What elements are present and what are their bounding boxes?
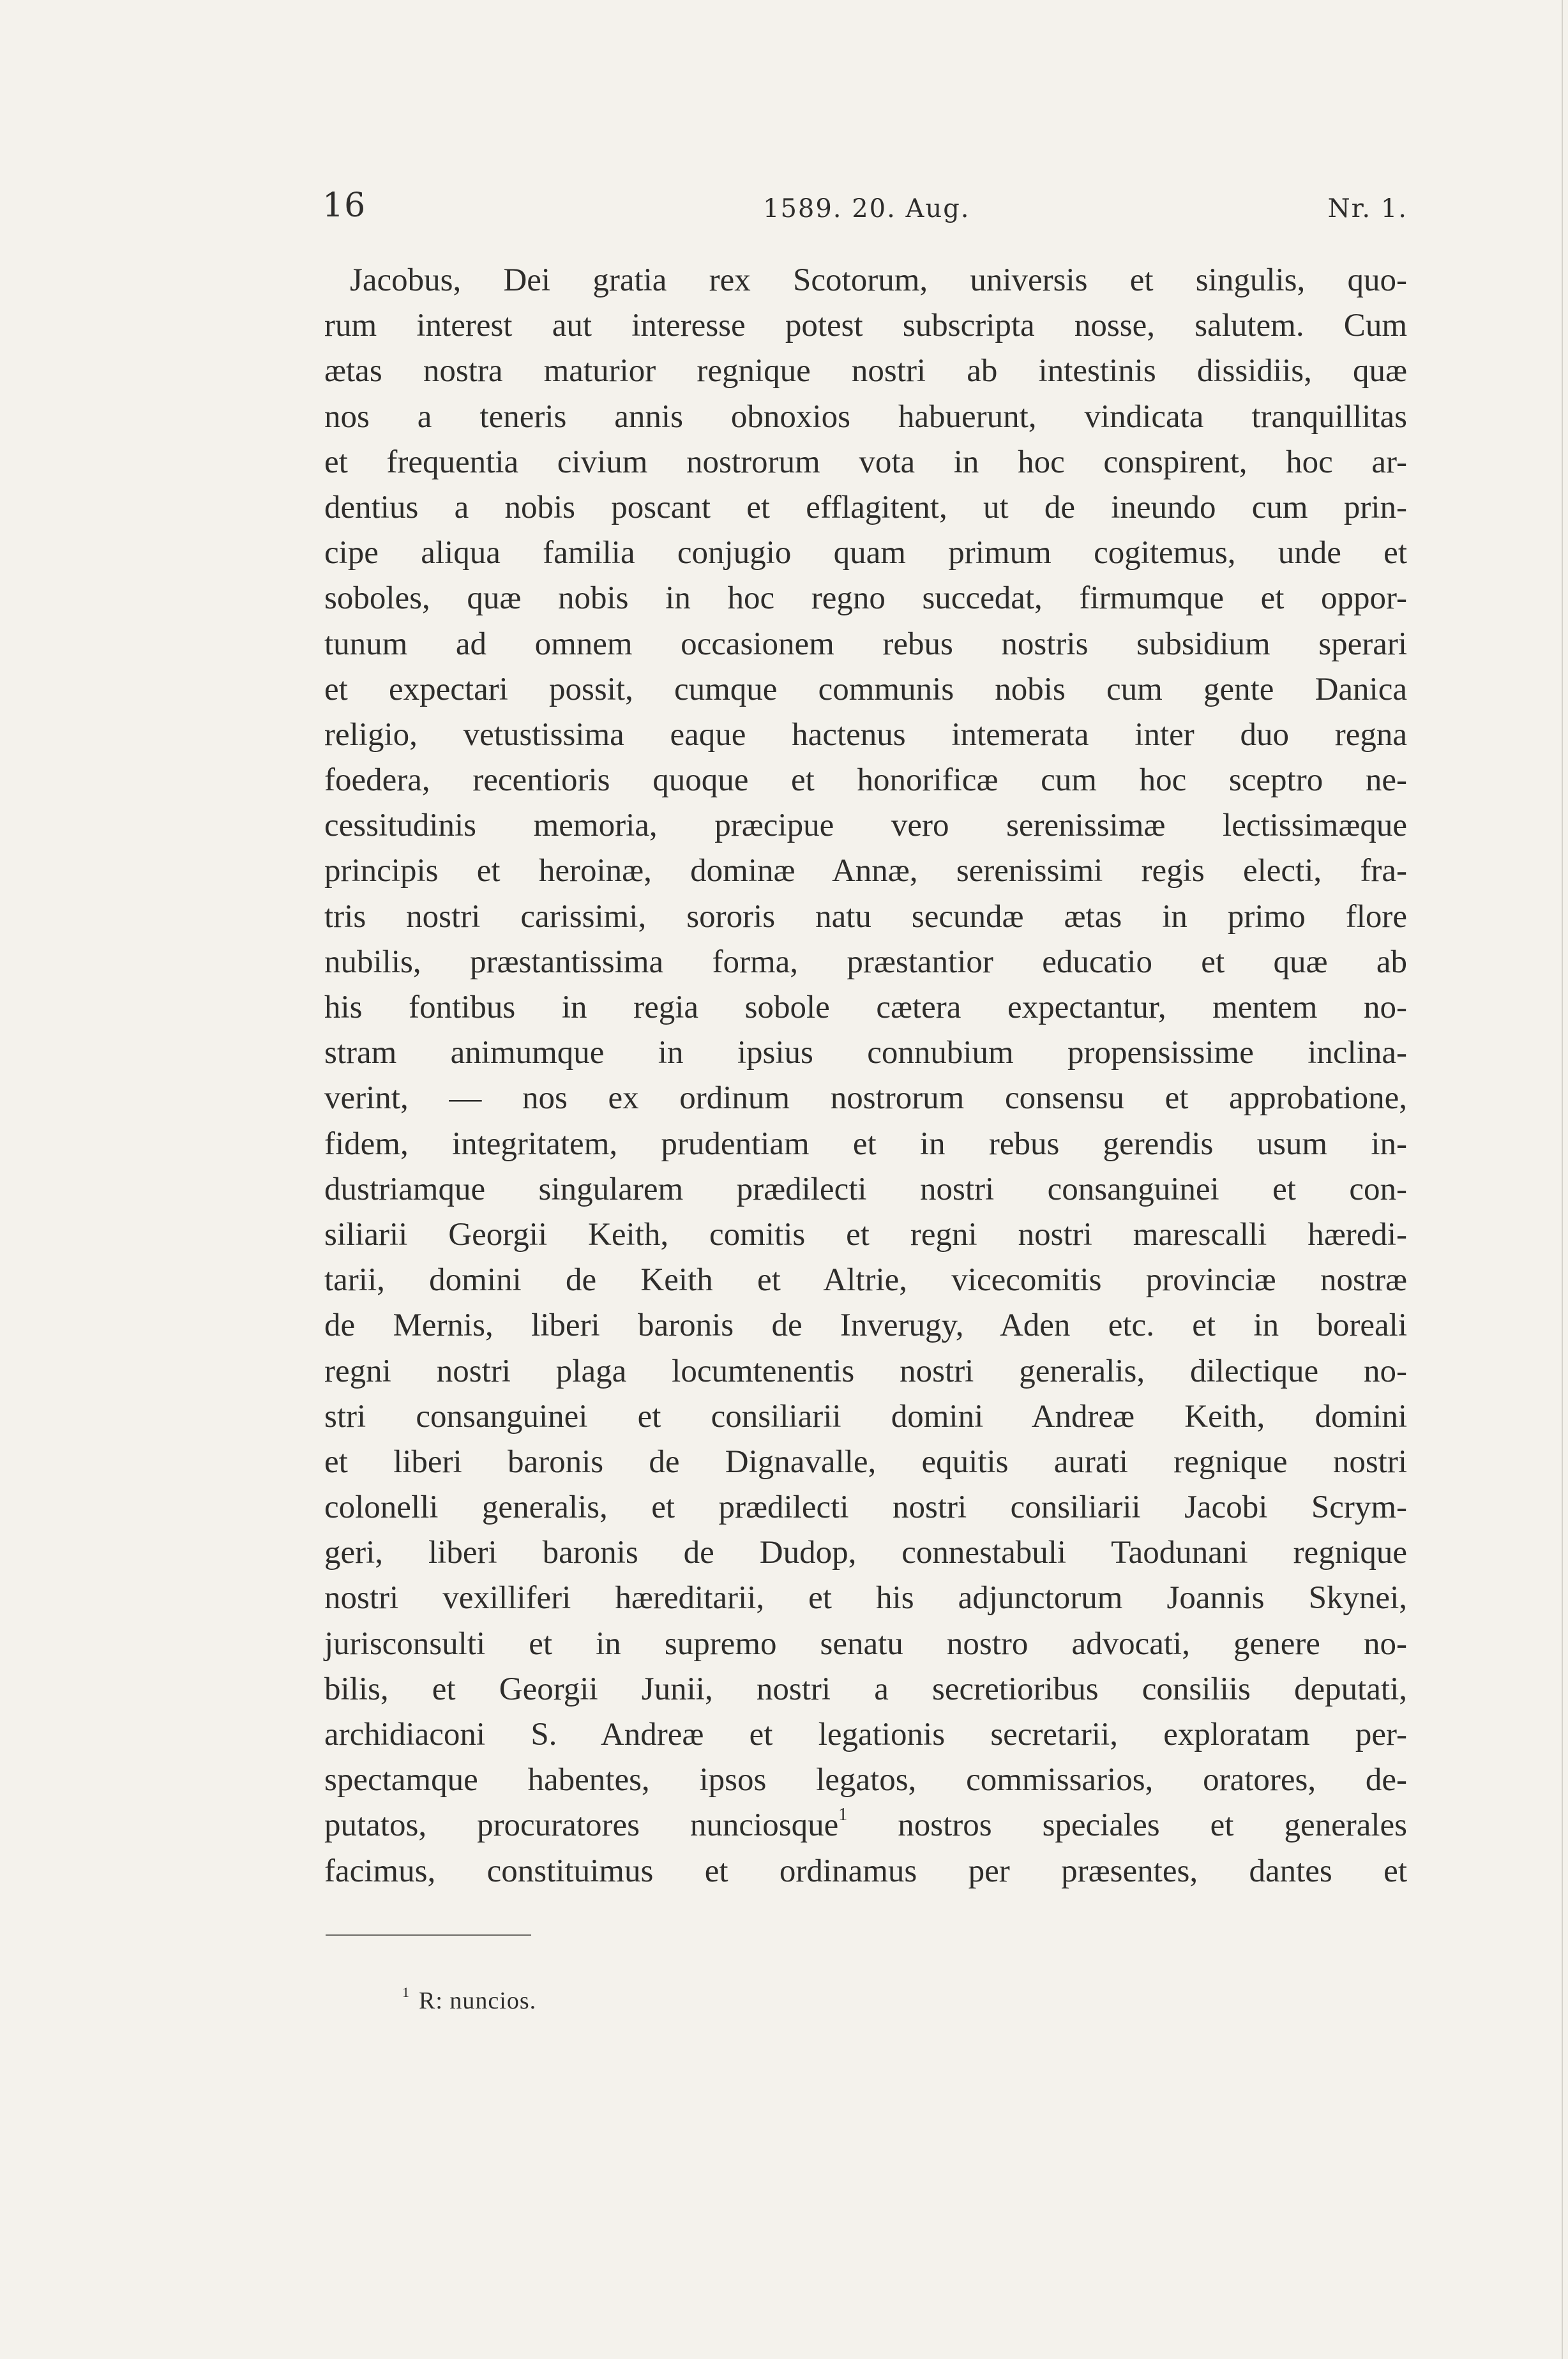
text-line: colonelli generalis, et prædilecti nostri consiliarii Jacobi Scrym- <box>324 1489 1407 1526</box>
text-line: tris nostri carissimi, sororis natu secundæ ætas in primo flore <box>324 898 1407 935</box>
text-line: Jacobus, Dei gratia rex Scotorum, universis et singulis, quo- <box>350 262 1407 298</box>
text-line: et expectari possit, cumque communis nobis cum gente Danica <box>324 671 1407 707</box>
text-line: de Mernis, liberi baronis de Inverugy, Aden etc. et in boreali <box>324 1308 1407 1344</box>
document-date: 1589. 20. Aug. <box>763 194 970 223</box>
text-line: nos a teneris annis obnoxios habuerunt, vindicata tranquillitas <box>324 398 1407 435</box>
body-text <box>324 258 1407 1894</box>
text-line: tarii, domini de Keith et Altrie, vicecomitis provinciæ nostræ <box>324 1262 1407 1299</box>
text-line: regni nostri plaga locumtenentis nostri generalis, dilectique no- <box>324 1353 1407 1389</box>
footnote-mark: 1 <box>402 1984 410 2000</box>
text-line: et frequentia civium nostrorum vota in hoc conspirent, hoc ar- <box>324 444 1407 480</box>
text-line: stri consanguinei et consiliarii domini Andreæ Keith, domini <box>324 1398 1407 1435</box>
text-line: spectamque habentes, ipsos legatos, commissarios, oratores, de- <box>324 1762 1407 1798</box>
text-line: geri, liberi baronis de Dudop, connestabuli Taodunani regnique <box>324 1535 1407 1571</box>
text-line: bilis, et Georgii Junii, nostri a secretioribus consiliis deputati, <box>324 1671 1407 1707</box>
footnote-divider <box>326 1934 531 1936</box>
text-line: dustriamque singularem prædilecti nostri consanguinei et con- <box>324 1171 1407 1207</box>
document-number: Nr. 1. <box>1327 194 1408 223</box>
text-line: his fontibus in regia sobole cætera expectantur, mentem no- <box>324 990 1407 1025</box>
text-line: dentius a nobis poscant et efflagitent, ut de ineundo cum prin- <box>324 489 1407 525</box>
text-line: ætas nostra maturior regnique nostri ab intestinis dissidiis, quæ <box>324 353 1407 389</box>
text-line: religio, vetustissima eaque hactenus intemerata inter duo regna <box>324 716 1407 753</box>
text-line: siliarii Georgii Keith, comitis et regni nostri marescalli hæredi- <box>324 1216 1407 1253</box>
text-line: archidiaconi S. Andreæ et legationis secretarii, exploratam per- <box>324 1717 1407 1752</box>
footnote-text: R: nuncios. <box>419 1987 537 2014</box>
text-line-with-footnote <box>324 1803 1407 1848</box>
text-line: et liberi baronis de Dignavalle, equitis aurati regnique nostri <box>324 1443 1407 1480</box>
text-line: rum interest aut interesse potest subscripta nosse, salutem. Cum <box>324 308 1407 344</box>
text-line: cipe aliqua familia conjugio quam primum cogitemus, unde et <box>324 535 1407 571</box>
page-number: 16 <box>322 186 366 225</box>
text-line: facimus, constituimus et ordinamus per præsentes, dantes et <box>324 1853 1407 1889</box>
text-line: jurisconsulti et in supremo senatu nostro advocati, genere no- <box>324 1625 1407 1662</box>
text-line: soboles, quæ nobis in hoc regno succedat, firmumque et oppor- <box>324 580 1407 617</box>
text-line: foedera, recentioris quoque et honorificæ cum hoc sceptro ne- <box>324 762 1407 799</box>
text-segment: nostros speciales et generales <box>847 1807 1407 1844</box>
text-line: principis et heroinæ, dominæ Annæ, serenissimi regis electi, fra- <box>324 853 1407 889</box>
footnote <box>402 1984 537 2015</box>
text-line: tunum ad omnem occasionem rebus nostris subsidium sperari <box>324 626 1407 662</box>
text-line: stram animumque in ipsius connubium propensissime inclina- <box>324 1035 1407 1071</box>
footnote-reference[interactable]: 1 <box>838 1805 848 1825</box>
text-line: nostri vexilliferi hæreditarii, et his adjunctorum Joannis Skynei, <box>324 1580 1407 1617</box>
running-header <box>322 186 1408 231</box>
text-line: fidem, integritatem, prudentiam et in rebus gerendis usum in- <box>324 1126 1407 1162</box>
text-line: verint, — nos ex ordinum nostrorum consensu et approbatione, <box>324 1080 1407 1117</box>
text-segment: putatos, procuratores nunciosque <box>324 1807 839 1844</box>
text-line: cessitudinis memoria, præcipue vero serenissimæ lectissimæque <box>324 808 1407 844</box>
text-line: nubilis, præstantissima forma, præstantior educatio et quæ ab <box>324 944 1407 980</box>
page-edge <box>1562 0 1563 2359</box>
